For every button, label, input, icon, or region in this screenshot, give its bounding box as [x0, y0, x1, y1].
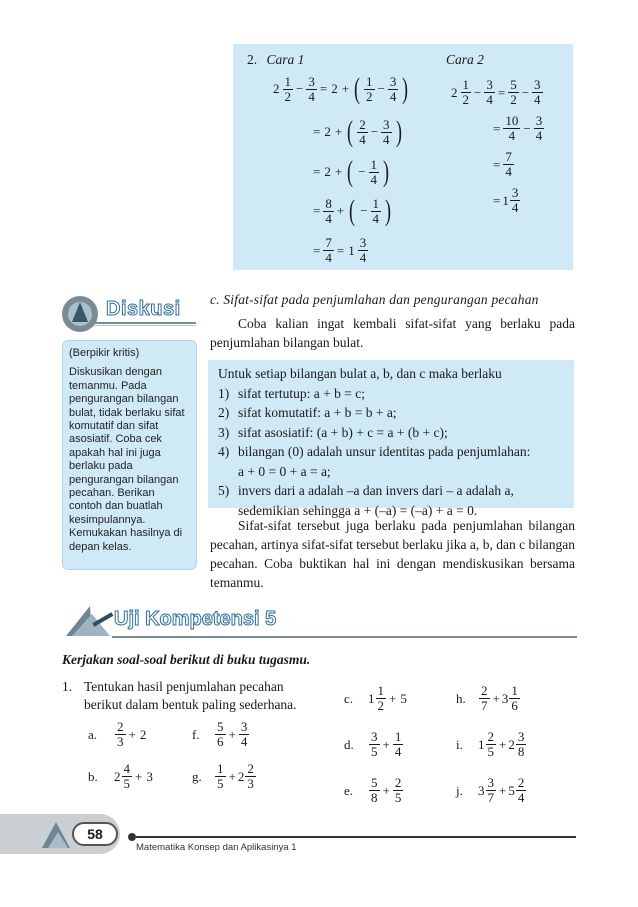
problem-b: b. 2 $\frac{4}{5}$ + 3: [88, 761, 153, 791]
uji-header-rule: [112, 636, 577, 638]
sifat-box: [208, 360, 574, 518]
sifat-item: 2) sifat komutatif: a + b = b + a;: [218, 405, 397, 420]
page-number: 58: [72, 822, 118, 846]
cara2-line-3: = $\frac{7}{4}$: [493, 149, 512, 179]
problem-i: i. 1 $\frac{2}{5}$ + 2 $\frac{3}{8}$: [456, 729, 525, 759]
cara1-line-1: 2 $\frac{1}{2}$ − $\frac{3}{4}$ = 2 + ( $\frac{1}{2}$ − $\frac{3}{4}$ ): [273, 72, 409, 105]
footer-emblem-icon: [40, 818, 74, 850]
sifat-item: 4) bilangan (0) adalah unsur identitas pada penjumlahan:: [218, 444, 531, 459]
question-text: Tentukan hasil penjumlahan pecahan berikut dalam bentuk paling sederhana.: [84, 679, 297, 712]
cara2-label: Cara 2: [446, 52, 484, 67]
section-c-outro: Sifat-sifat tersebut juga berlaku pada penjumlahan bilangan pecahan, artinya sifat-sifat tersebut berlaku jika a, b, dan c bilangan pecahan. Coba buktikan hal ini dengan mendiskusikan bersama temanmu.: [210, 518, 575, 590]
diskusi-box: [62, 340, 197, 570]
question-1: [62, 678, 322, 714]
sifat-box-intro: Untuk setiap bilangan bulat a, b, dan c maka berlaku: [218, 366, 502, 381]
problem-a: a. $\frac{2}{3}$ + 2: [88, 719, 147, 749]
diskusi-text: Diskusikan dengan temanmu. Pada pengurangan bilangan bulat, tidak berlaku sifat komutatif dan sifat asosiatif. Coba cek apakah hal ini juga berlaku pada pengurangan bilangan pecahan. Berikan contoh dan buatlah kesimpulannya. Kemukakan hasilnya di depan kelas.: [69, 366, 185, 553]
footer-dot: [128, 833, 136, 841]
sifat-item-cont: sedemikian sehingga a + (–a) = (–a) + a = 0.: [238, 502, 478, 518]
cara-box: [233, 44, 573, 270]
uji-instruction: Kerjakan soal-soal berikut di buku tugasmu.: [62, 652, 311, 667]
diskusi-title: Diskusi: [106, 298, 181, 320]
book-title: Matematika Konsep dan Aplikasinya 1: [136, 842, 297, 853]
cara2-line-1: 2 $\frac{1}{2}$ − $\frac{3}{4}$ = $\frac{5}{2}$ − $\frac{3}{4}$: [451, 77, 541, 107]
cara1-line-3: = 2 + ( − $\frac{1}{4}$ ): [313, 155, 390, 188]
section-c-intro: Coba kalian ingat kembali sifat-sifat yang berlaku pada penjumlahan bilangan bulat.: [210, 316, 575, 350]
sifat-item: 5) invers dari a adalah –a dan invers dari – a adalah a,: [218, 483, 514, 498]
problem-g: g. $\frac{1}{5}$ + 2 $\frac{2}{3}$: [192, 761, 254, 791]
problem-e: e. $\frac{5}{8}$ + $\frac{2}{5}$: [344, 775, 402, 805]
problem-f: f. $\frac{5}{6}$ + $\frac{3}{4}$: [192, 719, 248, 749]
problem-c: c. 1 $\frac{1}{2}$ + 5: [344, 683, 407, 713]
uji-title: Uji Kompetensi 5: [114, 608, 277, 630]
cara2-line-2: = $\frac{10}{4}$ − $\frac{3}{4}$: [493, 113, 543, 143]
problem-j: j. 3 $\frac{3}{7}$ + 5 $\frac{2}{4}$: [456, 775, 525, 805]
cara1-line-4: = $\frac{8}{4}$ + ( − $\frac{1}{4}$ ): [313, 194, 392, 227]
sifat-item: 1) sifat tertutup: a + b = c;: [218, 385, 365, 401]
cara-heading-number: 2.: [247, 52, 258, 67]
diskusi-header: [60, 294, 198, 334]
cara1-line-5: = $\frac{7}{4}$ = 1 $\frac{3}{4}$: [313, 235, 367, 265]
cara1-label: Cara 1: [266, 52, 305, 67]
problem-d: d. $\frac{3}{5}$ + $\frac{1}{4}$: [344, 729, 402, 759]
sifat-item: 3) sifat asosiatif: (a + b) + c = a + (b + c);: [218, 424, 448, 440]
problem-h: h. $\frac{2}{7}$ + 3 $\frac{1}{6}$: [456, 683, 518, 713]
section-c-heading: c. Sifat-sifat pada penjumlahan dan pengurangan pecahan: [210, 292, 539, 307]
uji-kompetensi-header: [62, 600, 577, 642]
footer-rule: [136, 836, 576, 838]
cara1-line-2: = 2 + ( $\frac{2}{4}$ − $\frac{3}{4}$ ): [313, 115, 402, 148]
diskusi-label: (Berpikir kritis): [69, 347, 140, 359]
cara2-line-4: = 1 $\frac{3}{4}$: [493, 185, 519, 215]
question-number: 1.: [62, 679, 73, 694]
sifat-item-cont: a + 0 = 0 + a = a;: [238, 463, 331, 479]
